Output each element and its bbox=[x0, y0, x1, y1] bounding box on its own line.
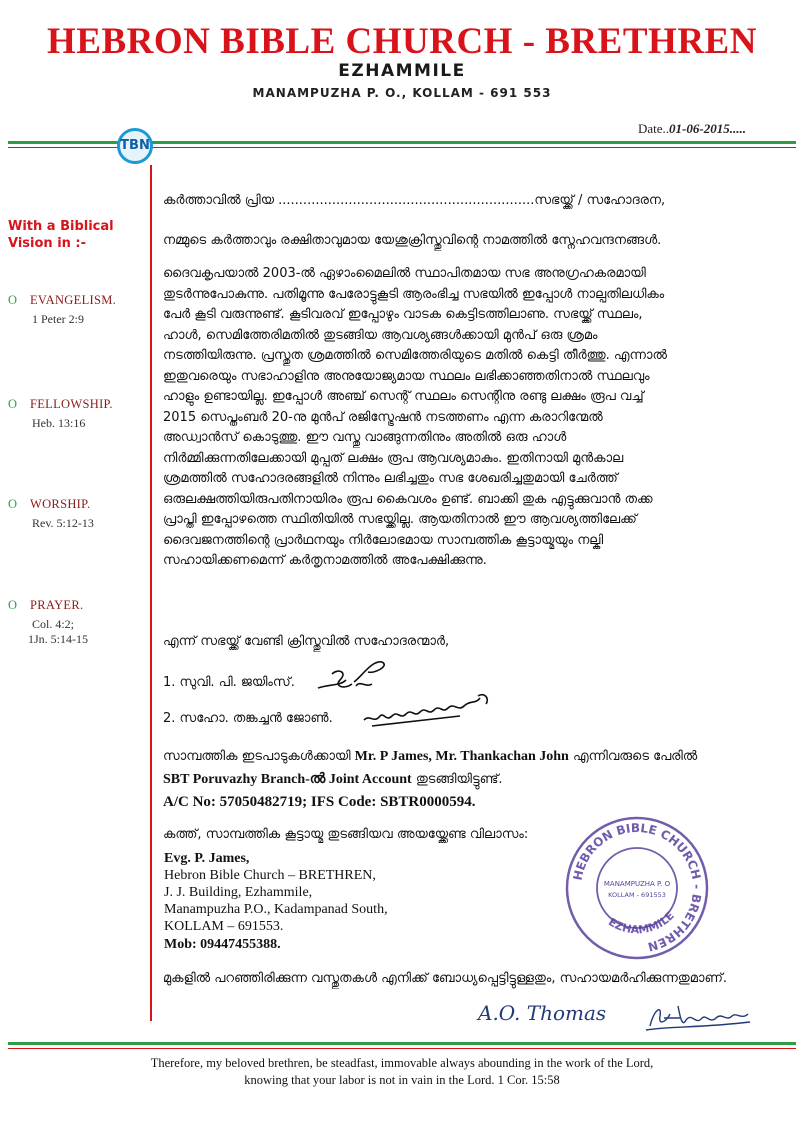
body-line: നടത്തിയിരുന്നു. പ്രസ്തുത ശ്രമത്തിൽ സെമിത്തേരിയുടെ മതിൽ കെട്ടി തീർത്തു. എന്നാൽ bbox=[163, 348, 667, 363]
letter-body bbox=[163, 264, 773, 572]
body-line: സഹായിക്കണമെന്ന് കർതൃനാമത്തിൽ അപേക്ഷിക്കുന്നു. bbox=[163, 553, 487, 568]
value-ref: 1 Peter 2:9 bbox=[32, 312, 84, 326]
sidebar-divider bbox=[150, 165, 152, 1021]
vision-heading bbox=[8, 218, 128, 252]
body-line: നിർമ്മിക്കുന്നതിലേക്കായി മുപ്പത് ലക്ഷം രൂപ ആവശ്യമാകും. ഇതിനായി മുൻകാല bbox=[163, 450, 624, 466]
stamp-center-line-2: KOLLAM - 691553 bbox=[608, 891, 666, 899]
stamp-center-line-1: MANAMPUZHA P. O bbox=[603, 880, 671, 888]
body-line: പ്രാപ്തി ഇപ്പോഴത്തെ സ്ഥിതിയിൽ സഭയ്ക്കില്ല. ആയതിനാൽ ഈ ആവശ്യത്തിലേക്ക് bbox=[163, 512, 637, 527]
value-bullet: O bbox=[8, 397, 18, 411]
bank-line-1-post: എന്നിവരുടെ പേരിൽ bbox=[568, 749, 698, 764]
closing-line: എന്ന് സഭയ്ക്ക് വേണ്ടി ക്രിസ്തുവിൽ സഹോദരന്മാർ, bbox=[163, 634, 450, 649]
address-name: Evg. P. James, bbox=[164, 851, 250, 866]
tbn-logo bbox=[117, 128, 153, 164]
endorsement-text: മുകളിൽ പറഞ്ഞിരിക്കുന്ന വസ്തുതകൾ എനിക്ക് ബോധ്യപ്പെട്ടിട്ടുള്ളതും, സഹായമർഹിക്കുന്നതുമാണ്. bbox=[163, 971, 727, 986]
value-bullet: O bbox=[8, 497, 18, 511]
bank-branch: SBT Poruvazhy Branch-ൽ Joint Account bbox=[163, 772, 412, 787]
value-label: PRAYER. bbox=[30, 598, 84, 612]
bank-line-2 bbox=[163, 772, 773, 788]
value-label: FELLOWSHIP. bbox=[30, 397, 113, 411]
value-fellowship bbox=[8, 397, 113, 412]
value-worship bbox=[8, 497, 90, 512]
body-line: അഡ്വാൻസ് കൊടുത്തു. ഈ വസ്തു വാങ്ങുന്നതിനും അതിൽ ഒരു ഹാൾ bbox=[163, 430, 567, 445]
church-location: EZHAMMILE bbox=[338, 61, 466, 81]
church-address: MANAMPUZHA P. O., KOLLAM - 691 553 bbox=[252, 86, 552, 100]
footer-verse-line-2: knowing that your labor is not in vain in the Lord. 1 Cor. 15:58 bbox=[244, 1073, 560, 1087]
body-line: ഹാൾ, സെമിത്തേരിമതിൽ തുടങ്ങിയ ആവശ്യങ്ങൾക്കായി മുൻപ് ഒരു ശ്രമം bbox=[163, 327, 598, 343]
address-line: KOLLAM – 691553. bbox=[164, 919, 284, 934]
salutation: കർത്താവിൽ പ്രിയ ..............................................................സഭയ്ക്ക് / സഹോദരന, bbox=[163, 193, 666, 208]
date-field bbox=[638, 121, 746, 137]
date-label: Date.. bbox=[638, 121, 670, 136]
value-ref: 1Jn. 5:14-15 bbox=[28, 632, 88, 646]
greeting: നമ്മുടെ കർത്താവും രക്ഷിതാവുമായ യേശുക്രിസ്തുവിന്റെ നാമത്തിൽ സ്നേഹവന്ദനങ്ങൾ. bbox=[163, 233, 662, 248]
vision-line-2: Vision in :- bbox=[8, 236, 87, 251]
bank-account-holders: Mr. P James, Mr. Thankachan John bbox=[354, 749, 569, 764]
bank-line-1 bbox=[163, 749, 773, 765]
value-label: WORSHIP. bbox=[30, 497, 91, 511]
address-line: Hebron Bible Church – BRETHREN, bbox=[164, 868, 376, 883]
church-name-heading: HEBRON BIBLE CHURCH - BRETHREN bbox=[47, 21, 757, 62]
body-line: ഹാളും ഉണ്ടായില്ല. ഇപ്പോൾ അഞ്ച് സെന്റ് സ്ഥലം സെന്റിനു രണ്ടു ലക്ഷം രൂപ വച്ച് bbox=[163, 389, 644, 404]
endorser-signature-scribble bbox=[640, 996, 760, 1040]
body-line: 2015 സെപ്തംബർ 20-നു മുൻപ് രജിസ്ട്രേഷൻ നടത്തണം എന്ന കരാറിന്മേൽ bbox=[163, 409, 603, 425]
body-line: ദൈവജനത്തിന്റെ പ്രാർഥനയും നിർലോഭമായ സാമ്പത്തിക കൂട്ടായ്മയും നല്കി bbox=[163, 532, 604, 548]
endorser-signature-text: A.O. Thomas bbox=[478, 1001, 607, 1025]
signatory-1: 1. സുവി. പി. ജയിംസ്. bbox=[163, 675, 295, 690]
stamp-bottom-text: EZHAMMILE bbox=[606, 909, 677, 937]
value-ref: Col. 4:2; bbox=[32, 617, 75, 631]
value-bullet: O bbox=[8, 598, 18, 612]
bank-line-2-post: തുടങ്ങിയിട്ടുണ്ട്. bbox=[411, 772, 503, 787]
value-ref: Rev. 5:12-13 bbox=[32, 516, 94, 530]
signature-2 bbox=[360, 686, 500, 734]
value-bullet: O bbox=[8, 293, 18, 307]
value-ref: Heb. 13:16 bbox=[32, 416, 86, 430]
body-line: ശ്രമത്തിൽ സഹോദരങ്ങളിൽ നിന്നും ലഭിച്ചതും സഭ ശേഖരിച്ചതുമായി ചേർത്ത് bbox=[163, 471, 618, 486]
value-label: EVANGELISM. bbox=[30, 293, 117, 307]
value-prayer bbox=[8, 598, 83, 613]
footer-verse bbox=[0, 1055, 804, 1089]
date-value: 01-06-2015..... bbox=[669, 121, 746, 136]
body-line: പേർ കൂടി വരുന്നുണ്ട്. കൂടിവരവ് ഇപ്പോഴും വാടക കെട്ടിടത്തിലാണു. സഭയ്ക്ക് സ്ഥലം, bbox=[163, 307, 643, 322]
vision-line-1: With a Biblical bbox=[8, 219, 114, 234]
address-mobile: Mob: 09447455388. bbox=[164, 937, 281, 952]
body-line: തുടർന്നുപോകുന്നു. പതിമൂന്നു പേരോട്ടുകൂടി ആരംഭിച്ച സഭയിൽ ഇപ്പോൾ നാല്പതിലധികം bbox=[163, 286, 665, 302]
value-evangelism bbox=[8, 293, 116, 308]
bank-line-1-pre: സാമ്പത്തിക ഇടപാടുകൾക്കായി bbox=[163, 749, 355, 764]
address-line: Manampuzha P.O., Kadampanad South, bbox=[164, 902, 388, 917]
signatory-2: 2. സഹോ. തങ്കച്ചൻ ജോൺ. bbox=[163, 711, 333, 726]
body-line: ഒരുലക്ഷത്തിയിരുപതിനായിരം രൂപ കൈവശം ഉണ്ട്. ബാക്കി തുക എട്ടുക്കുവാൻ തക്ക bbox=[163, 491, 653, 507]
footer-rule-green bbox=[8, 1042, 796, 1045]
footer-rule-red bbox=[8, 1048, 796, 1049]
body-line: ദൈവകൃപയാൽ 2003-ൽ ഏഴാംമൈലിൽ സ്ഥാപിതമായ സഭ അനുഗ്രഹകരമായി bbox=[163, 266, 646, 281]
footer-verse-line-1: Therefore, my beloved brethren, be steadfast, immovable always abounding in the work of the Lord, bbox=[150, 1056, 654, 1070]
body-line: ഇതുവരെയും സഭാഹാളിനു അനുയോജ്യമായ സ്ഥലം ലഭിക്കാഞ്ഞതിനാൽ സ്ഥലവും bbox=[163, 368, 650, 384]
account-number: A/C No: 57050482719; IFS Code: SBTR0000594. bbox=[163, 794, 476, 810]
address-line: J. J. Building, Ezhammile, bbox=[164, 885, 313, 900]
address-intro: കത്ത്, സാമ്പത്തിക കൂട്ടായ്മ തുടങ്ങിയവ അയയ്ക്കേണ്ട വിലാസം: bbox=[163, 827, 529, 842]
stamp-ring-text: HEBRON BIBLE CHURCH - BRETHREN bbox=[570, 820, 705, 954]
tbn-logo-text: TBN bbox=[120, 138, 150, 153]
church-seal-stamp bbox=[562, 813, 712, 963]
